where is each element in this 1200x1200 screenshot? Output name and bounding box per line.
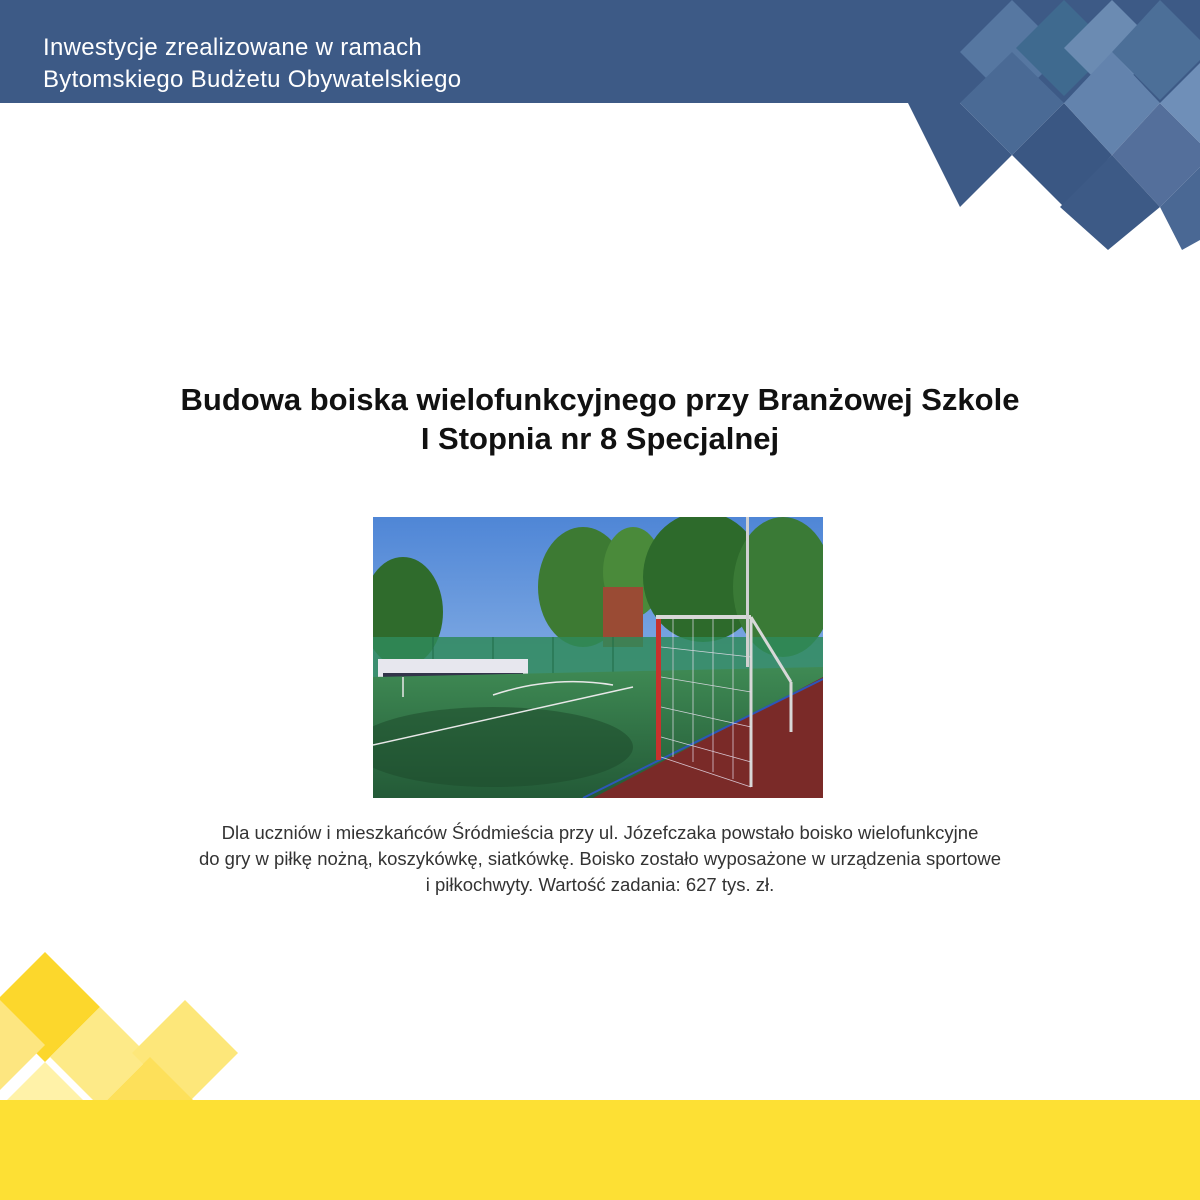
description-line-3: i piłkochwyty. Wartość zadania: 627 tys. zł. [425,874,775,895]
description [0,820,1200,898]
header-line-1: Inwestycje zrealizowane w ramach [43,34,423,61]
title-line-2: I Stopnia nr 8 Specjalnej [420,421,780,456]
title-line-1: Budowa boiska wielofunkcyjnego przy Branżowej Szkole [180,382,1020,417]
sports-field-photo [373,517,823,798]
header-line-2: Bytomskiego Budżetu Obywatelskiego [43,66,462,93]
description-line-1: Dla uczniów i mieszkańców Śródmieścia przy ul. Józefczaka powstało boisko wielofunkcyjne [221,822,979,843]
header-text [43,32,461,96]
footer-bar [0,1100,1200,1200]
page-title [0,380,1200,458]
description-line-2: do gry w piłkę nożną, koszykówkę, siatkówkę. Boisko zostało wyposażone w urządzenia sportowe [198,848,1002,869]
